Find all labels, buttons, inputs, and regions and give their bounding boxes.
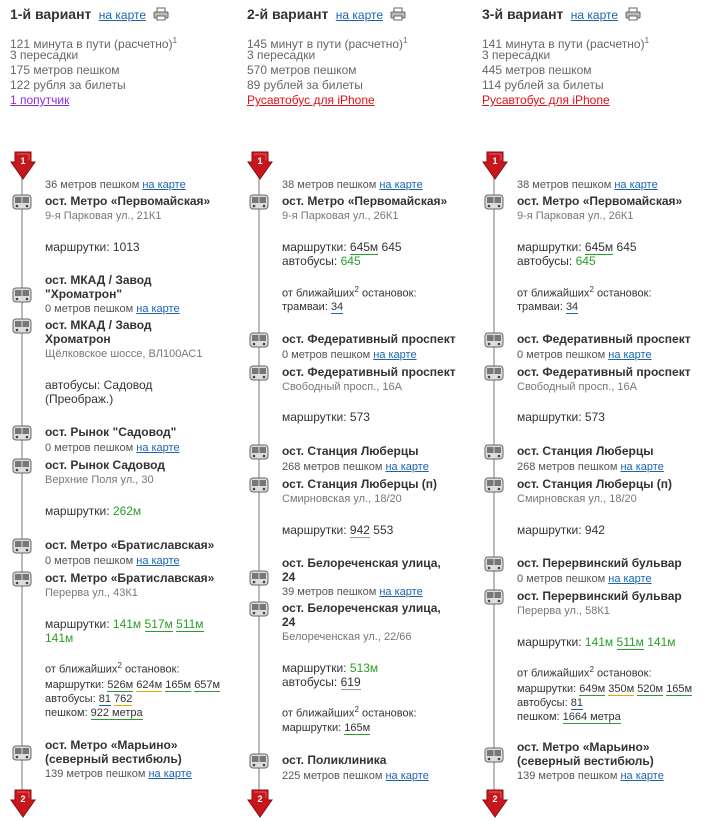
bus-stop-icon xyxy=(249,444,269,460)
transport-line: маршрутки: 262м xyxy=(45,504,142,518)
transfers-text: 3 пересадки xyxy=(482,48,551,62)
transport-line: маршрутки: 645м 645 xyxy=(282,240,402,254)
route-number[interactable]: 165м xyxy=(344,722,371,734)
stop-name[interactable]: ост. Станция Люберцы xyxy=(282,444,419,458)
stop-address: Щёлковское шоссе, ВЛ100АС1 xyxy=(45,348,203,360)
stop-name[interactable]: ост. Метро «Марьино» xyxy=(517,740,650,754)
route-number[interactable]: 165м xyxy=(666,683,693,695)
companion-link[interactable]: 1 попутчик xyxy=(10,93,70,107)
bus-stop-icon xyxy=(249,570,269,586)
route-number[interactable]: 141м xyxy=(584,635,614,649)
route-number[interactable]: 762 xyxy=(114,693,133,705)
stop-address: Смирновская ул., 18/20 xyxy=(282,493,402,505)
route-number[interactable]: 141м xyxy=(647,635,676,649)
walk-step: 0 метров пешком на карте xyxy=(45,442,180,454)
route-number[interactable]: 526м xyxy=(107,679,134,691)
route-number[interactable]: 513м xyxy=(349,661,379,675)
walking-text: 570 метров пешком xyxy=(247,63,357,77)
route-number[interactable]: 517м xyxy=(144,617,173,631)
stop-name-cont: 24 xyxy=(282,615,296,629)
svg-text:2: 2 xyxy=(257,794,263,804)
route-number[interactable]: 645 xyxy=(381,240,402,254)
route-number[interactable]: 942 xyxy=(349,523,370,537)
nearby-routes: трамваи: 34 xyxy=(517,301,579,313)
nearby-routes: маршрутки: 649м 350м 520м 165м xyxy=(517,683,693,695)
stop-address: Свободный просп., 16А xyxy=(282,381,402,393)
bus-stop-icon xyxy=(12,538,32,554)
bus-stop-icon xyxy=(484,477,504,493)
printer-icon[interactable] xyxy=(625,7,641,21)
bus-stop-icon xyxy=(12,287,32,303)
walk-map-link[interactable]: на карте xyxy=(608,573,652,585)
bus-stop-icon xyxy=(12,194,32,210)
route-number[interactable]: Садовод xyxy=(103,378,153,392)
route-number[interactable]: 141м xyxy=(45,631,74,645)
variant-header xyxy=(10,6,240,22)
walk-step: 0 метров пешком на карте xyxy=(282,349,417,361)
route-number[interactable]: 573 xyxy=(349,410,370,424)
walk-distance[interactable]: 1664 метра xyxy=(562,711,621,723)
route-number[interactable]: 141м xyxy=(112,617,142,631)
route-variant-2 xyxy=(247,0,482,821)
transport-line: автобусы: 645 xyxy=(517,254,596,268)
bus-stop-icon xyxy=(484,589,504,605)
walk-map-link[interactable]: на карте xyxy=(142,179,186,191)
bus-stop-icon xyxy=(484,332,504,348)
stop-address: Верхние Поля ул., 30 xyxy=(45,474,154,486)
svg-text:1: 1 xyxy=(20,156,26,166)
route-number[interactable]: 624м xyxy=(136,679,163,691)
duration-text: 141 минута в пути (расчетно)$^1$ xyxy=(482,36,650,51)
start-marker-icon xyxy=(10,150,36,180)
walk-map-link[interactable]: на карте xyxy=(379,586,423,598)
transport-line: маршрутки: 573 xyxy=(282,410,370,424)
route-rail xyxy=(21,168,23,798)
variant-header xyxy=(247,6,477,22)
stop-name[interactable]: ост. Рынок Садовод xyxy=(45,458,165,472)
iphone-app-link[interactable]: Русавтобус для iPhone xyxy=(247,93,375,107)
walking-text: 175 метров пешком xyxy=(10,63,120,77)
walk-step: 139 метров пешком на карте xyxy=(45,768,192,780)
stop-address: Перерва ул., 58К1 xyxy=(517,605,610,617)
show-on-map-link[interactable]: на карте xyxy=(98,8,147,22)
stop-name[interactable]: ост. Метро «Первомайская» xyxy=(282,194,448,208)
stop-name-cont: (северный вестибюль) xyxy=(45,752,182,766)
show-on-map-link[interactable]: на карте xyxy=(570,8,619,22)
walk-step: 0 метров пешком на карте xyxy=(517,573,652,585)
stop-name[interactable]: ост. Станция Люберцы (п) xyxy=(517,477,673,491)
stop-name[interactable]: ост. Перервинский бульвар xyxy=(517,556,682,570)
bus-stop-icon xyxy=(484,556,504,572)
stop-name[interactable]: ост. Метро «Марьино» xyxy=(45,738,178,752)
route-number[interactable]: 942 xyxy=(584,523,605,537)
walk-map-link[interactable]: на карте xyxy=(373,349,417,361)
walk-map-link[interactable]: на карте xyxy=(620,770,664,782)
stop-name-cont: "Хроматрон" xyxy=(45,287,123,301)
nearby-stops-label: от ближайших$^2$ остановок: xyxy=(517,285,652,300)
bus-stop-icon xyxy=(249,365,269,381)
route-number[interactable]: 262м xyxy=(112,504,142,518)
transport-line: маршрутки: 141м 511м 141м xyxy=(517,635,676,649)
route-number[interactable]: 511м xyxy=(616,635,644,649)
route-number[interactable]: 573 xyxy=(584,410,605,424)
walk-map-link[interactable]: на карте xyxy=(379,179,423,191)
start-marker-icon xyxy=(247,150,273,180)
nearby-walk: пешком: 1664 метра xyxy=(517,711,621,723)
svg-text:1: 1 xyxy=(492,156,498,166)
stop-address: 9-я Парковая ул., 26К1 xyxy=(517,210,634,222)
walk-distance[interactable]: 922 метра xyxy=(90,707,143,719)
svg-text:2: 2 xyxy=(492,794,498,804)
walk-step: 225 метров пешком на карте xyxy=(282,770,429,782)
variant-header xyxy=(482,6,711,22)
stop-name-cont: (северный вестибюль) xyxy=(517,754,654,768)
walk-step: 0 метров пешком на карте xyxy=(45,303,180,315)
nearby-stops-label: от ближайших$^2$ остановок: xyxy=(45,661,180,676)
stop-address: Перерва ул., 43К1 xyxy=(45,587,138,599)
nearby-stops-label: от ближайших$^2$ остановок: xyxy=(282,285,417,300)
duration-text: 121 минута в пути (расчетно)$^1$ xyxy=(10,36,178,51)
walk-step: 38 метров пешком на карте xyxy=(282,179,423,191)
route-number[interactable]: 165м xyxy=(165,679,192,691)
route-number[interactable]: 34 xyxy=(565,301,579,313)
walk-map-link[interactable]: на карте xyxy=(614,179,658,191)
transport-line: маршрутки: 942 xyxy=(517,523,605,537)
stop-name[interactable]: ост. МКАД / Завод xyxy=(45,273,152,287)
transport-line: маршрутки: 1013 xyxy=(45,240,140,254)
walk-step: 0 метров пешком на карте xyxy=(517,349,652,361)
nearby-routes: автобусы: 81 762 xyxy=(45,693,133,705)
bus-stop-icon xyxy=(12,745,32,761)
variant-title: 1-й вариант xyxy=(10,6,92,22)
route-number[interactable]: 81 xyxy=(570,697,583,709)
stop-name[interactable]: ост. Федеративный проспект xyxy=(517,365,691,379)
end-marker-icon xyxy=(10,788,36,818)
end-marker-icon xyxy=(482,788,508,818)
route-variant-3 xyxy=(482,0,711,821)
stop-name[interactable]: ост. Метро «Братиславская» xyxy=(45,571,215,585)
transport-line: маршрутки: 645м 645 xyxy=(517,240,637,254)
stop-name[interactable]: ост. Станция Люберцы (п) xyxy=(282,477,438,491)
bus-stop-icon xyxy=(484,365,504,381)
bus-stop-icon xyxy=(12,458,32,474)
duration-text: 145 минут в пути (расчетно)$^1$ xyxy=(247,36,408,51)
bus-stop-icon xyxy=(249,753,269,769)
start-marker-icon xyxy=(482,150,508,180)
iphone-app-link[interactable]: Русавтобус для iPhone xyxy=(482,93,610,107)
walk-step: 36 метров пешком на карте xyxy=(45,179,186,191)
bus-stop-icon xyxy=(484,747,504,763)
cost-text: 89 рублей за билеты xyxy=(247,78,363,92)
nearby-routes: маршрутки: 526м 624м 165м 657м xyxy=(45,679,221,691)
route-number[interactable]: 350м xyxy=(608,683,635,695)
stop-name-cont: 24 xyxy=(282,570,296,584)
bus-stop-icon xyxy=(249,477,269,493)
end-marker-icon xyxy=(247,788,273,818)
walking-text: 445 метров пешком xyxy=(482,63,592,77)
route-number[interactable]: 1013 xyxy=(112,240,140,254)
walk-step: 268 метров пешком на карте xyxy=(282,461,429,473)
stop-name[interactable]: ост. Федеративный проспект xyxy=(282,365,456,379)
stop-name[interactable]: ост. Белореченская улица, xyxy=(282,556,441,570)
walk-map-link[interactable]: на карте xyxy=(620,461,664,473)
transport-line: маршрутки: 573 xyxy=(517,410,605,424)
stop-name[interactable]: ост. МКАД / Завод xyxy=(45,318,152,332)
transport-line: автобусы: 645 xyxy=(282,254,361,268)
walk-map-link[interactable]: на карте xyxy=(136,303,180,315)
transport-line: маршрутки: 513м xyxy=(282,661,379,675)
route-number[interactable]: 520м xyxy=(637,683,664,695)
walk-map-link[interactable]: на карте xyxy=(385,770,429,782)
stop-name[interactable]: ост. Поликлиника xyxy=(282,753,387,767)
stop-name-cont: Хроматрон xyxy=(45,332,111,346)
route-number[interactable]: 649м xyxy=(579,683,606,695)
stop-address: Смирновская ул., 18/20 xyxy=(517,493,637,505)
walk-step: 268 метров пешком на карте xyxy=(517,461,664,473)
route-number[interactable]: 511м xyxy=(176,617,204,631)
route-variant-1 xyxy=(10,0,245,821)
variant-title: 2-й вариант xyxy=(247,6,329,22)
stop-name[interactable]: ост. Станция Люберцы xyxy=(517,444,654,458)
bus-stop-icon xyxy=(12,318,32,334)
transport-line: автобусы: Садовод xyxy=(45,378,153,392)
cost-text: 122 рубля за билеты xyxy=(10,78,126,92)
footnote-1: 1 xyxy=(644,36,650,45)
stop-name[interactable]: ост. Федеративный проспект xyxy=(517,332,691,346)
bus-stop-icon xyxy=(12,425,32,441)
nearby-routes: маршрутки: 165м xyxy=(282,722,371,734)
walk-step: 39 метров пешком на карте xyxy=(282,586,423,598)
svg-text:1: 1 xyxy=(257,156,263,166)
printer-icon[interactable] xyxy=(153,7,169,21)
stop-name[interactable]: ост. Метро «Первомайская» xyxy=(45,194,211,208)
bus-stop-icon xyxy=(484,444,504,460)
transfers-text: 3 пересадки xyxy=(247,48,316,62)
bus-stop-icon xyxy=(249,601,269,617)
stop-name[interactable]: ост. Рынок "Садовод" xyxy=(45,425,177,439)
transport-line: маршрутки: 942 553 xyxy=(282,523,394,537)
route-number[interactable]: 81 xyxy=(98,693,111,705)
route-number[interactable]: 34 xyxy=(330,301,344,313)
walk-step: 139 метров пешком на карте xyxy=(517,770,664,782)
stop-name[interactable]: ост. Метро «Братиславская» xyxy=(45,538,215,552)
walk-map-link[interactable]: на карте xyxy=(136,555,180,567)
nearby-stops-label: от ближайших$^2$ остановок: xyxy=(282,705,417,720)
variant-title: 3-й вариант xyxy=(482,6,564,22)
walk-step: 0 метров пешком на карте xyxy=(45,555,180,567)
bus-stop-icon xyxy=(484,194,504,210)
route-number[interactable]: 645 xyxy=(340,254,361,268)
route-number[interactable]: 645 xyxy=(575,254,596,268)
nearby-stops-label: от ближайших$^2$ остановок: xyxy=(517,665,652,680)
route-number[interactable]: 645 xyxy=(616,240,637,254)
transport-line: маршрутки: 141м 517м 511м xyxy=(45,617,204,631)
nearby-routes: автобусы: 81 xyxy=(517,697,583,709)
stop-address: Свободный просп., 16А xyxy=(517,381,637,393)
stop-address: 9-я Парковая ул., 21К1 xyxy=(45,210,162,222)
stop-name[interactable]: ост. Перервинский бульвар xyxy=(517,589,682,603)
show-on-map-link[interactable]: на карте xyxy=(335,8,384,22)
svg-text:2: 2 xyxy=(20,794,26,804)
stop-name[interactable]: ост. Метро «Первомайская» xyxy=(517,194,683,208)
bus-stop-icon xyxy=(12,571,32,587)
stop-name[interactable]: ост. Федеративный проспект xyxy=(282,332,456,346)
nearby-routes: трамваи: 34 xyxy=(282,301,344,313)
transfers-text: 3 пересадки xyxy=(10,48,79,62)
walk-map-link[interactable]: на карте xyxy=(608,349,652,361)
transport-line: автобусы: 619 xyxy=(282,675,361,689)
walk-map-link[interactable]: на карте xyxy=(136,442,180,454)
route-number[interactable]: 645м xyxy=(584,240,614,254)
route-number[interactable]: 645м xyxy=(349,240,379,254)
stop-name[interactable]: ост. Белореченская улица, xyxy=(282,601,441,615)
cost-text: 114 рублей за билеты xyxy=(482,78,604,92)
printer-icon[interactable] xyxy=(390,7,406,21)
route-number[interactable]: 553 xyxy=(373,523,394,537)
stop-address: 9-я Парковая ул., 26К1 xyxy=(282,210,399,222)
bus-stop-icon xyxy=(249,332,269,348)
stop-address: Белореченская ул., 22/66 xyxy=(282,631,412,643)
footnote-1: 1 xyxy=(172,36,178,45)
route-number[interactable]: 619 xyxy=(340,675,361,689)
bus-stop-icon xyxy=(249,194,269,210)
nearby-walk: пешком: 922 метра xyxy=(45,707,143,719)
route-number-cont: (Преображ.) xyxy=(45,392,114,406)
walk-step: 38 метров пешком на карте xyxy=(517,179,658,191)
walk-map-link[interactable]: на карте xyxy=(148,768,192,780)
walk-map-link[interactable]: на карте xyxy=(385,461,429,473)
route-number[interactable]: 657м xyxy=(194,679,221,691)
footnote-1: 1 xyxy=(403,36,408,45)
